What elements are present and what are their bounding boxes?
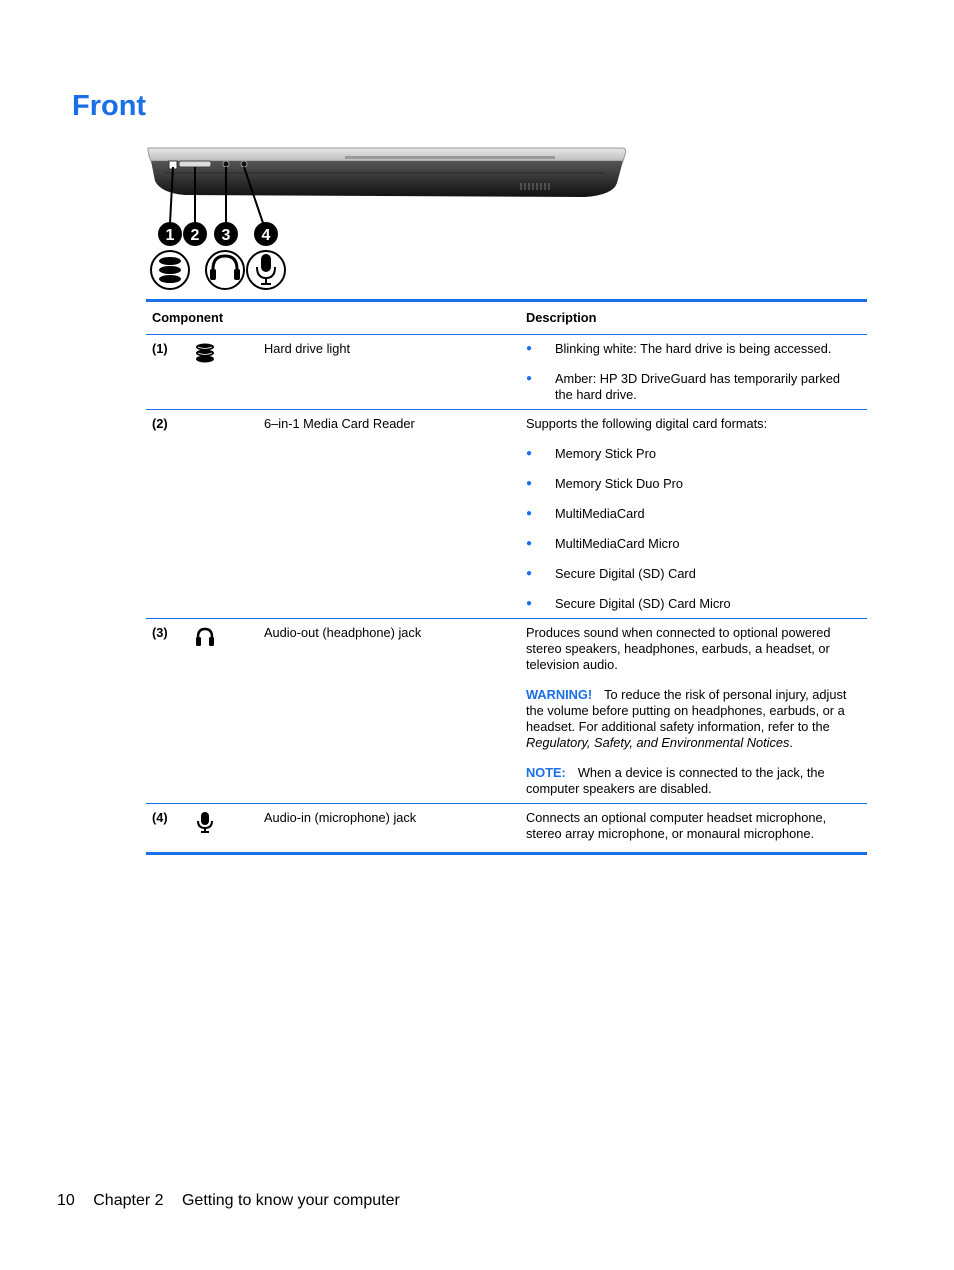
row-number: (4) (152, 810, 168, 825)
table-row (146, 335, 867, 410)
note-paragraph (526, 765, 857, 797)
callout-2 (183, 222, 207, 246)
chapter-label: Chapter 2 (93, 1192, 164, 1209)
page-footer (57, 1192, 414, 1210)
warning-reference: Regulatory, Safety, and Environmental Notices (526, 735, 790, 750)
svg-text:3: 3 (221, 227, 231, 244)
header-description: Description (526, 310, 597, 325)
component-description (526, 619, 867, 804)
media-card-slot (179, 161, 211, 167)
svg-text:1: 1 (165, 227, 175, 244)
component-name: Audio-in (microphone) jack (264, 810, 417, 825)
callout-1 (158, 222, 182, 246)
microphone-icon (194, 811, 216, 833)
description-intro: Supports the following digital card formats: (526, 416, 768, 431)
headphone-icon (194, 626, 216, 648)
list-item: ● Memory Stick Duo Pro (526, 476, 857, 492)
description-paragraph: Connects an optional computer headset microphone, stereo array microphone, or monaural microphone. (526, 810, 827, 841)
svg-text:4: 4 (261, 227, 271, 244)
callout-4 (254, 222, 278, 246)
component-name: Hard drive light (264, 341, 351, 356)
headphone-jack-port (223, 161, 229, 167)
chapter-title: Getting to know your computer (181, 1192, 400, 1209)
page-title: Front (72, 90, 147, 122)
component-name: Audio-out (headphone) jack (264, 625, 422, 640)
hard-drive-icon (194, 342, 216, 364)
header-component: Component (152, 310, 224, 325)
warning-paragraph (526, 687, 857, 751)
component-name: 6–in-1 Media Card Reader (264, 416, 415, 431)
component-description (526, 804, 867, 854)
list-item: ● MultiMediaCard (526, 506, 857, 522)
list-item: ● Secure Digital (SD) Card Micro (526, 596, 857, 612)
list-item: ● Secure Digital (SD) Card (526, 566, 857, 582)
row-number: (2) (152, 416, 168, 431)
warning-label: WARNING! (526, 687, 593, 702)
note-label: NOTE: (526, 765, 566, 780)
list-item: ● MultiMediaCard Micro (526, 536, 857, 552)
list-item: ● Blinking white: The hard drive is being accessed. (526, 341, 857, 357)
row-number: (1) (152, 341, 168, 356)
table-row (146, 619, 867, 804)
list-item: ● Amber: HP 3D DriveGuard has temporarily parked the hard drive. (526, 371, 857, 403)
component-description (526, 410, 867, 619)
microphone-jack-port (241, 161, 247, 167)
laptop-front-figure (145, 143, 635, 293)
microphone-icon (247, 251, 285, 289)
table-header-row (146, 301, 867, 335)
hard-drive-icon (151, 251, 189, 289)
headphone-icon (206, 251, 244, 289)
table-row (146, 804, 867, 854)
row-number: (3) (152, 625, 168, 640)
list-item: ● Memory Stick Pro (526, 446, 857, 462)
warning-end: . (789, 735, 793, 750)
laptop-front-edge (148, 148, 626, 197)
note-text: When a device is connected to the jack, the computer speakers are disabled. (526, 765, 825, 796)
component-description (526, 335, 867, 410)
svg-text:2: 2 (190, 227, 200, 244)
page-number: 10 (57, 1192, 75, 1209)
component-table (146, 299, 867, 855)
callout-3 (214, 222, 238, 246)
table-row (146, 410, 867, 619)
warning-text: To reduce the risk of personal injury, adjust the volume before putting on headphones, earbuds, or a headset. For additional safety information, refer to the (526, 687, 847, 734)
description-paragraph: Produces sound when connected to optional powered stereo speakers, headphones, earbuds, a headset, or television audio. (526, 625, 831, 672)
